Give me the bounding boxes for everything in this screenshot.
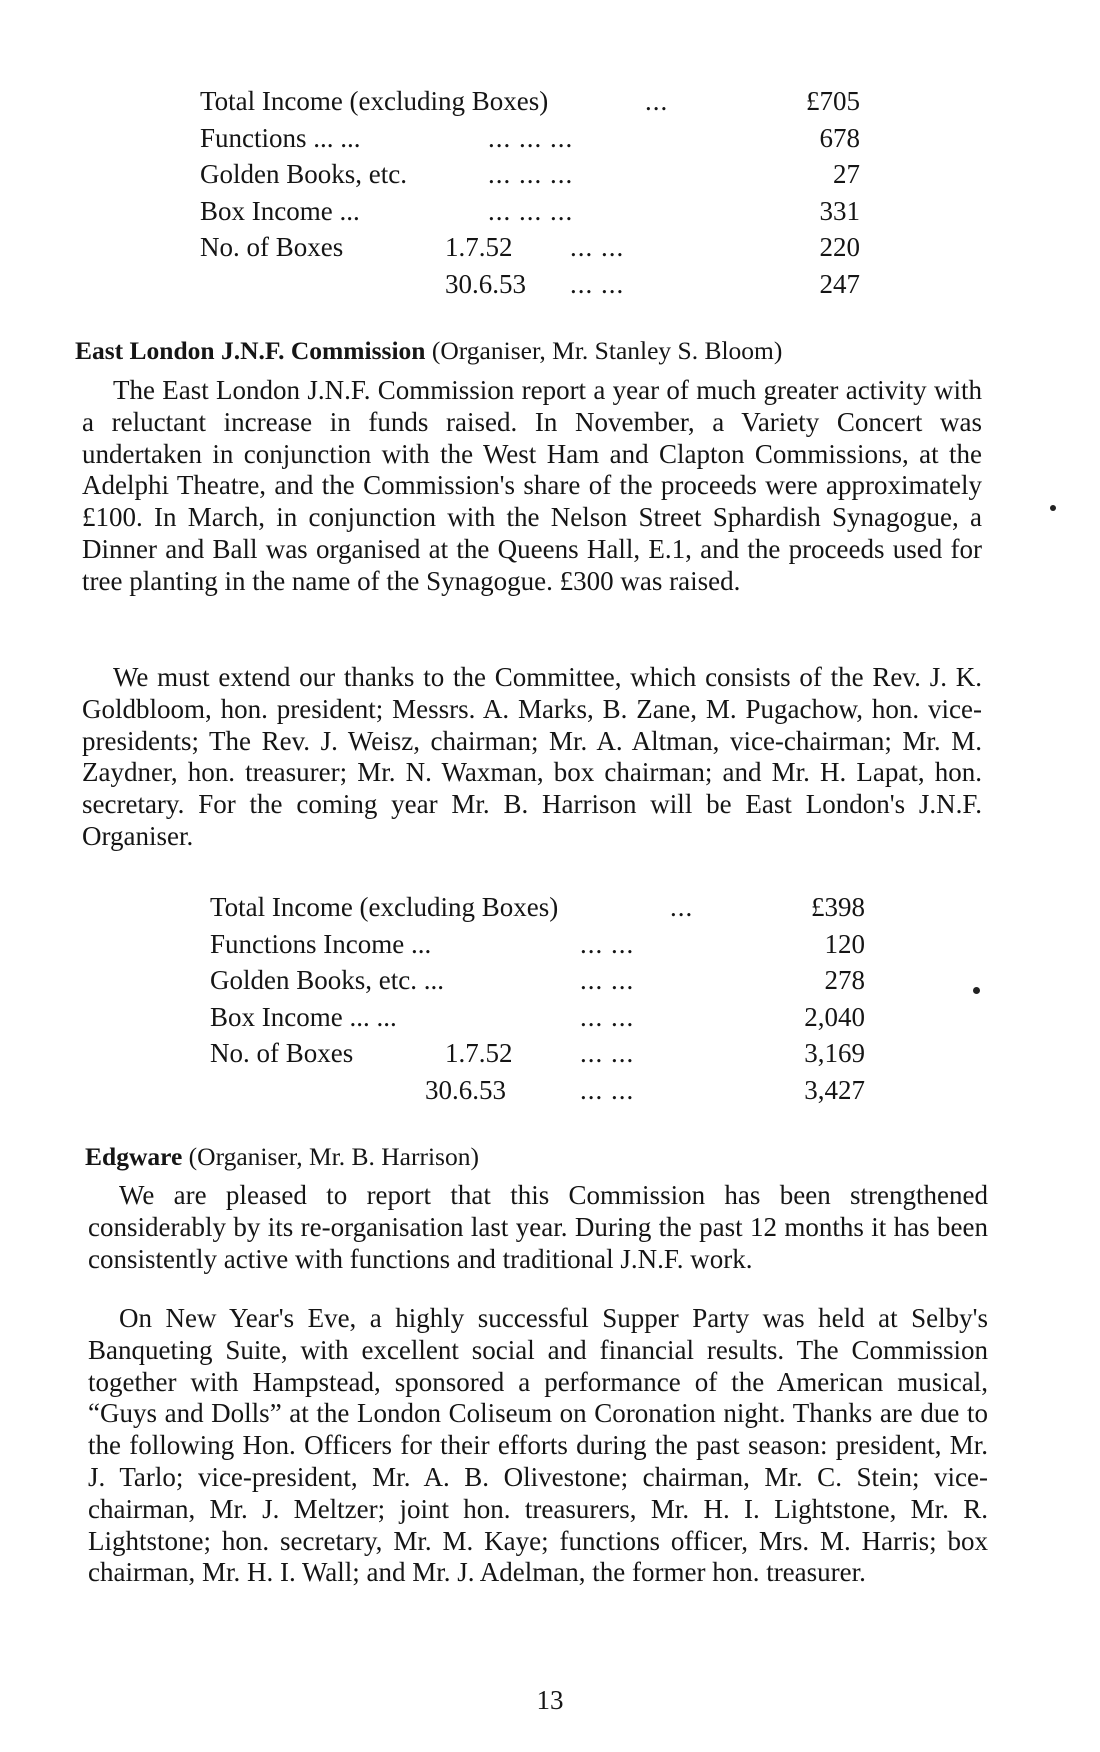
row-amount: 2,040 <box>804 1001 865 1032</box>
section-heading-edgware <box>85 1140 479 1174</box>
table-row <box>200 193 860 230</box>
row-date: 1.7.52 <box>445 232 513 262</box>
row-label: No. of Boxes <box>210 1038 354 1068</box>
edgware-paragraph-1: We are pleased to report that this Commission has been strengthened considerably by its re-organisation last year. During the past 12 months it has been consistently active with functions and traditional J.N.F. work. <box>88 1180 988 1274</box>
row-date: 30.6.53 <box>425 1074 506 1105</box>
table-row <box>200 83 860 120</box>
edgware-paragraph-2: On New Year's Eve, a highly successful Supper Party was held at Selby's Banqueting Suite, with excellent social and financial results. The Commission together with Hampstead, sponsored a performance of the American musical, “Guys and Dolls” at the London Coliseum on Coronation night. Thanks are due to the following Hon. Officers for their efforts during the past season: president, Mr. J. Tarlo; vice-president, Mr. A. B. Olivestone; chairman, Mr. C. Stein; vice-chairman, Mr. J. Meltzer; joint hon. treasurers, Mr. H. I. Lightstone, Mr. R. Lightstone; hon. secretary, Mr. M. Kaye; functions officer, Mrs. M. Harris; box chairman, Mr. H. I. Wall; and Mr. J. Adelman, the former hon. treasurer. <box>88 1303 988 1588</box>
print-speck <box>1050 505 1056 511</box>
leader-dots: ... ... <box>580 1074 635 1105</box>
row-label: Functions Income ... <box>210 928 432 959</box>
leader-dots: ... ... <box>580 1001 635 1032</box>
table-row <box>210 999 865 1036</box>
row-label: Total Income (excluding Boxes) <box>200 86 549 116</box>
row-amount: 331 <box>819 195 860 226</box>
section-organiser: (Organiser, Mr. Stanley S. Bloom) <box>431 336 783 365</box>
row-date: 1.7.52 <box>445 1038 513 1068</box>
row-amount: £398 <box>811 892 865 922</box>
leader-dots: ... ... <box>580 928 635 959</box>
leader-dots: ... ... ... <box>488 195 574 226</box>
row-label: Box Income ... <box>200 195 360 226</box>
row-amount: 3,169 <box>804 1038 865 1068</box>
row-amount: 120 <box>824 928 865 959</box>
row-label: Golden Books, etc. <box>200 159 407 189</box>
section-name: East London J.N.F. Commission <box>75 336 426 365</box>
income-table-previous-commission <box>200 83 860 302</box>
leader-dots: ... <box>645 86 669 116</box>
table-row <box>210 962 865 999</box>
table-row <box>200 266 860 303</box>
row-amount: 278 <box>824 965 865 995</box>
table-row <box>200 156 860 193</box>
row-amount: 678 <box>819 122 860 153</box>
leader-dots: ... ... ... <box>488 159 574 189</box>
row-amount: 3,427 <box>804 1074 865 1105</box>
row-amount: 247 <box>819 268 860 299</box>
table-row <box>210 1035 865 1072</box>
table-row <box>200 120 860 157</box>
section-organiser: (Organiser, Mr. B. Harrison) <box>188 1142 479 1171</box>
row-date: 30.6.53 <box>445 268 526 299</box>
print-speck <box>973 987 980 994</box>
row-label: No. of Boxes <box>200 232 344 262</box>
leader-dots: ... ... <box>570 232 625 262</box>
row-label: Total Income (excluding Boxes) <box>210 892 559 922</box>
row-amount: 27 <box>833 159 860 189</box>
leader-dots: ... ... <box>580 1038 635 1068</box>
table-row <box>200 229 860 266</box>
leader-dots: ... ... ... <box>488 122 574 153</box>
row-label: Box Income ... ... <box>210 1001 397 1032</box>
income-table-east-london <box>210 889 865 1108</box>
leader-dots: ... <box>670 892 694 922</box>
leader-dots: ... ... <box>570 268 625 299</box>
section-name: Edgware <box>85 1142 183 1171</box>
section-heading-east-london <box>75 334 782 368</box>
table-row <box>210 889 865 926</box>
row-amount: 220 <box>819 232 860 262</box>
east-london-paragraph-1: The East London J.N.F. Commission report a year of much greater activity with a reluctant increase in funds raised. In November, a Variety Concert was undertaken in conjunction with the West Ham and Clapton Commissions, at the Adelphi Theatre, and the Commission's share of the proceeds were approximately £100. In March, in conjunction with the Nelson Street Sphardish Synagogue, a Dinner and Ball was organised at the Queens Hall, E.1, and the proceeds used for tree planting in the name of the Synagogue. £300 was raised. <box>82 375 982 596</box>
leader-dots: ... ... <box>580 965 635 995</box>
row-label: Functions ... ... <box>200 122 361 153</box>
table-row <box>210 926 865 963</box>
page-number: 13 <box>536 1685 564 1715</box>
row-label: Golden Books, etc. ... <box>210 965 444 995</box>
table-row <box>210 1072 865 1109</box>
row-amount: £705 <box>806 86 860 116</box>
east-london-paragraph-2: We must extend our thanks to the Committee, which consists of the Rev. J. K. Goldbloom, hon. president; Messrs. A. Marks, B. Zane, M. Pugachow, hon. vice-presidents; The Rev. J. Weisz, chairman; Mr. A. Altman, vice-chairman; Mr. M. Zaydner, hon. treasurer; Mr. N. Waxman, box chairman; and Mr. H. Lapat, hon. secretary. For the coming year Mr. B. Harrison will be East London's J.N.F. Organiser. <box>82 662 982 851</box>
